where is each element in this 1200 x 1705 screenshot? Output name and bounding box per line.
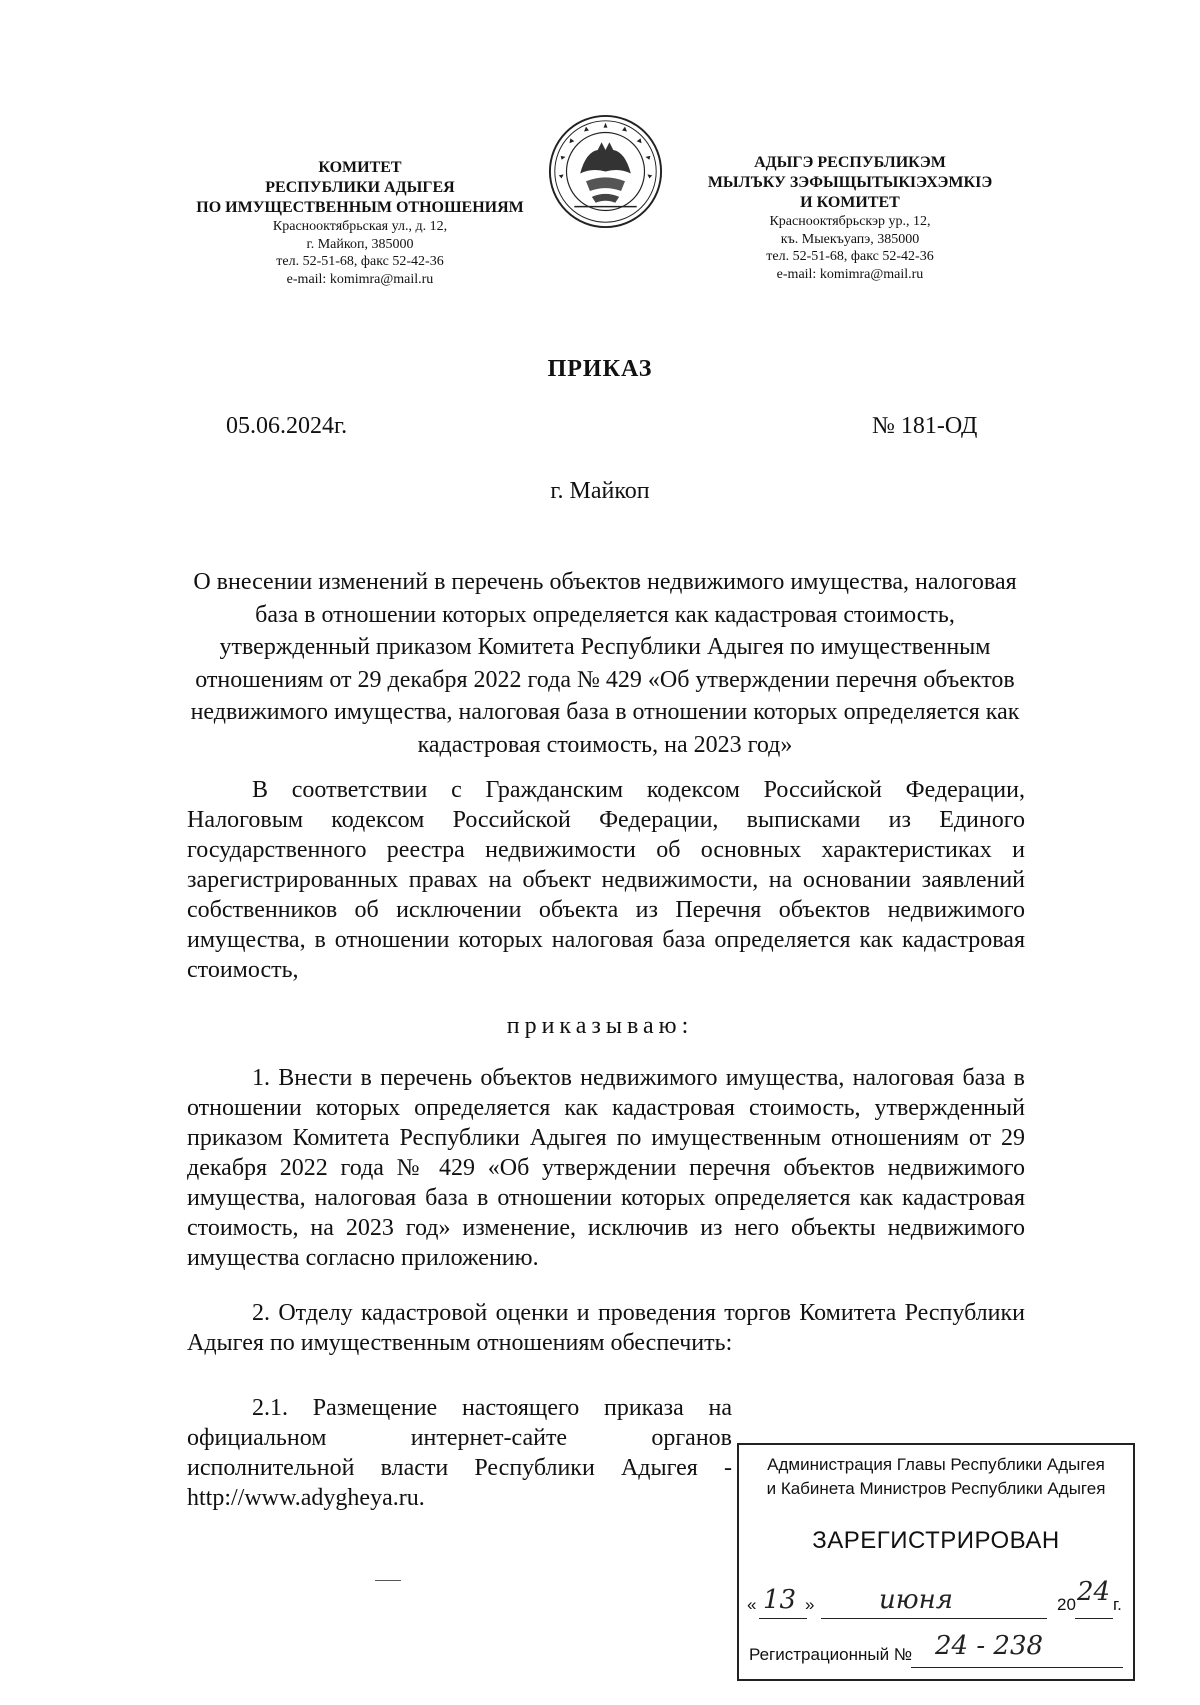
order-item-2-1-text: 2.1. Размещение настоящего приказа на официальном интернет-сайте органов исполнительной власти Республики Адыгея - http://www.adygheya.ru. [187, 1395, 732, 1511]
stamp-year-unit: г. [1113, 1595, 1122, 1614]
header-right-line3: И КОМИТЕТ [800, 194, 900, 211]
stamp-month: июня [879, 1585, 953, 1615]
header-left-line2: РЕСПУБЛИКИ АДЫГЕЯ [265, 179, 455, 196]
coat-of-arms-emblem [547, 113, 664, 230]
stamp-org-line1: Администрация Главы Республики Адыгея [767, 1455, 1105, 1474]
header-left-address2: г. Майкоп, 385000 [306, 236, 414, 252]
order-item-1-text: 1. Внести в перечень объектов недвижимого имущества, налоговая база в отношении которых определяется как кадастровая стоимость, утвержденный приказом Комитета Республики Адыгея по имущественным отношениям от 29 декабря 2022 года № 429 «Об утверждении перечня объектов недвижимого имущества, налоговая база в отношении которых определяется как кадастровая стоимость, на 2023 год» изменение, исключив из него объекты недвижимого имущества согласно приложению. [187, 1065, 1025, 1271]
stamp-year-suffix: 24 [1077, 1577, 1111, 1607]
stamp-quote-open: « [747, 1595, 757, 1614]
header-left-line3: ПО ИМУЩЕСТВЕННЫМ ОТНОШЕНИЯМ [196, 199, 524, 216]
header-left-phone: тел. 52-51-68, факс 52-42-36 [276, 254, 444, 269]
stamp-year-prefix: 20 [1057, 1595, 1076, 1614]
stamp-year-underline [1075, 1618, 1113, 1619]
stamp-day: 13 [763, 1585, 797, 1615]
document-number: № 181-ОД [872, 413, 978, 439]
document-title: ПРИКАЗ [547, 356, 653, 382]
header-left-line1: КОМИТЕТ [318, 159, 402, 176]
stamp-organization [739, 1453, 1133, 1501]
stamp-reg-number: 24 - 238 [935, 1631, 1044, 1661]
stamp-day-underline [759, 1618, 807, 1619]
order-word: приказываю: [506, 1013, 694, 1039]
header-right-email: e-mail: komimra@mail.ru [776, 266, 924, 282]
stamp-month-underline [821, 1618, 1047, 1619]
preamble-paragraph [187, 775, 1025, 985]
order-item-2 [187, 1298, 1025, 1358]
header-right-address1: Краснооктябрьскэр ур., 12, [769, 214, 931, 229]
order-item-1 [187, 1063, 1025, 1273]
header-right-phone: тел. 52-51-68, факс 52-42-36 [766, 249, 934, 264]
stamp-reg-underline [911, 1667, 1123, 1668]
header-left-email: e-mail: komimra@mail.ru [286, 271, 434, 287]
order-item-2-1 [187, 1393, 732, 1513]
header-right-address2: къ. Мыекъуапэ, 385000 [780, 231, 920, 247]
header-right [670, 153, 1030, 283]
page-dash-mark [375, 1580, 401, 1581]
order-item-2-text: 2. Отделу кадастровой оценки и проведения торгов Комитета Республики Адыгея по имущественным отношениям обеспечить: [187, 1300, 1025, 1356]
document-date: 05.06.2024г. [226, 413, 348, 439]
header-left [170, 158, 550, 288]
header-right-line1: АДЫГЭ РЕСПУБЛИКЭМ [754, 154, 946, 171]
stamp-org-line2: и Кабинета Министров Республики Адыгея [766, 1479, 1106, 1498]
stamp-reg-label: Регистрационный № [749, 1645, 913, 1664]
stamp-status: ЗАРЕГИСТРИРОВАН [812, 1527, 1060, 1554]
document-city: г. Майкоп [550, 478, 650, 504]
header-left-address1: Краснооктябрьская ул., д. 12, [272, 219, 448, 234]
stamp-quote-close: » [805, 1595, 815, 1614]
header-right-line2: МЫЛЪКУ ЗЭФЫЩЫТЫКІЭХЭМКІЭ [707, 174, 993, 191]
document-subject: О внесении изменений в перечень объектов недвижимого имущества, налоговая база в отношении которых определяется как кадастровая стоимость, утвержденный приказом Комитета Республики Адыгея по имущественным отношениям от 29 декабря 2022 года № 429 «Об утверждении перечня объектов недвижимого имущества, налоговая база в отношении которых определяется как кадастровая стоимость, на 2023 год» [190, 569, 1020, 758]
registration-stamp [737, 1443, 1135, 1681]
preamble-text: В соответствии с Гражданским кодексом Российской Федерации, Налоговым кодексом Российской Федерации, выписками из Единого государственного реестра недвижимости об основных характеристиках и зарегистрированных правах на объект недвижимости, на основании заявлений собственников об исключении объекта из Перечня объектов недвижимого имущества, в отношении которых налоговая база определяется как кадастровая стоимость, [187, 777, 1025, 983]
